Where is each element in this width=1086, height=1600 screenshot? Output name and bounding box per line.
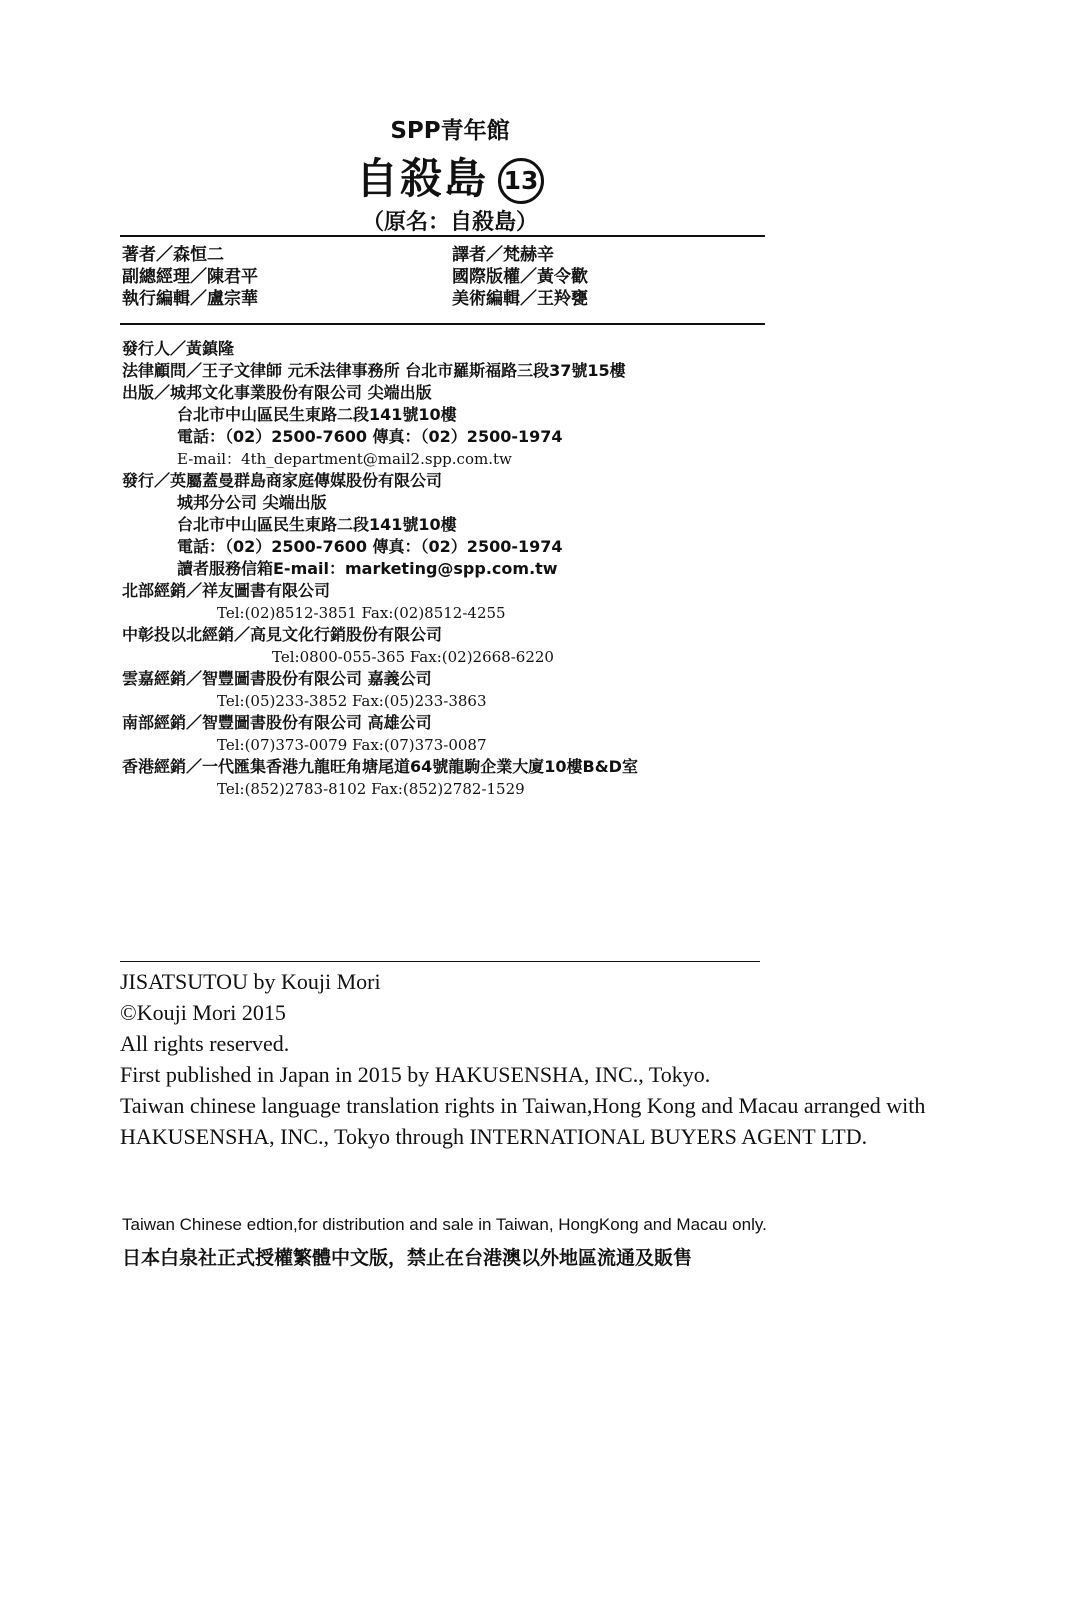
copyright-line: All rights reserved. (120, 1031, 290, 1056)
imprint-phone: 電話：（02）2500-7600 傳真：（02）2500-1974 (177, 427, 563, 446)
original-title: （原名：自殺島） (361, 210, 538, 235)
imprint-address: 台北市中山區民生東路二段141號10樓 (177, 405, 457, 424)
south-distributor-tel: Tel:(07)373-0079 Fax:(07)373-0087 (217, 736, 487, 754)
distributor-address: 台北市中山區民生東路二段141號10樓 (177, 515, 457, 534)
yunjia-distributor: 雲嘉經銷／智豐圖書股份有限公司 嘉義公司 (122, 669, 432, 688)
distributor-email: 讀者服務信箱E-mail：marketing@spp.com.tw (177, 559, 558, 578)
central-distributor: 中彰投以北經銷／高見文化行銷股份有限公司 (122, 625, 443, 644)
distribution-notice-chinese: 日本白泉社正式授權繁體中文版，禁止在台港澳以外地區流通及販售 (122, 1247, 693, 1269)
copyright-block (120, 966, 925, 1152)
publisher: 發行人／黃鎮隆 (122, 339, 235, 358)
series-name: SPP青年館 (390, 118, 510, 144)
imprint: 出版／城邦文化事業股份有限公司 尖端出版 (122, 383, 432, 402)
copyright-line: JISATSUTOU by Kouji Mori (120, 969, 381, 994)
distribution-notice-english: Taiwan Chinese edtion,for distribution and sale in Taiwan, HongKong and Macau only. (122, 1215, 767, 1234)
divider-middle (120, 323, 765, 325)
staff-art-editor: 美術編輯／王羚甕 (452, 289, 588, 309)
copyright-line: First published in Japan in 2015 by HAKUSENSHA, INC., Tokyo. (120, 1062, 711, 1087)
distributor-phone: 電話：（02）2500-7600 傳真：（02）2500-1974 (177, 537, 563, 556)
copyright-line: HAKUSENSHA, INC., Tokyo through INTERNATIONAL BUYERS AGENT LTD. (120, 1124, 868, 1149)
central-distributor-tel: Tel:0800-055-365 Fax:(02)2668-6220 (272, 648, 554, 666)
north-distributor-tel: Tel:(02)8512-3851 Fax:(02)8512-4255 (217, 604, 506, 622)
hongkong-distributor-tel: Tel:(852)2783-8102 Fax:(852)2782-1529 (217, 780, 525, 798)
imprint-email: E-mail：4th_department@mail2.spp.com.tw (177, 450, 512, 468)
distributor-branch: 城邦分公司 尖端出版 (177, 493, 327, 512)
book-title-text: 自殺島 (355, 154, 488, 203)
book-title (0, 146, 900, 206)
south-distributor: 南部經銷／智豐圖書股份有限公司 高雄公司 (122, 713, 432, 732)
staff-executive-editor: 執行編輯／盧宗華 (122, 289, 258, 309)
copyright-line: ©Kouji Mori 2015 (120, 1000, 286, 1025)
staff-right (452, 244, 588, 310)
divider-bottom (120, 961, 760, 962)
staff-translator: 譯者／梵赫辛 (452, 245, 554, 265)
yunjia-distributor-tel: Tel:(05)233-3852 Fax:(05)233-3863 (217, 692, 487, 710)
staff-deputy-manager: 副總經理／陳君平 (122, 267, 258, 287)
hongkong-distributor: 香港經銷／一代匯集香港九龍旺角塘尾道64號龍駒企業大廈10樓B&D室 (122, 757, 638, 776)
staff-international-rights: 國際版權／黃令歡 (452, 267, 588, 287)
staff-left (122, 244, 258, 310)
distributor: 發行／英屬蓋曼群島商家庭傳媒股份有限公司 (122, 471, 443, 490)
staff-author: 著者／森恒二 (122, 245, 224, 265)
publication-info (122, 338, 638, 800)
divider-top (120, 235, 765, 237)
legal-advisor: 法律顧問／王子文律師 元禾法律事務所 台北市羅斯福路三段37號15樓 (122, 361, 626, 380)
volume-number: 13 (498, 158, 544, 204)
copyright-line: Taiwan chinese language translation rights in Taiwan,Hong Kong and Macau arranged with (120, 1093, 926, 1118)
north-distributor: 北部經銷／祥友圖書有限公司 (122, 581, 331, 600)
